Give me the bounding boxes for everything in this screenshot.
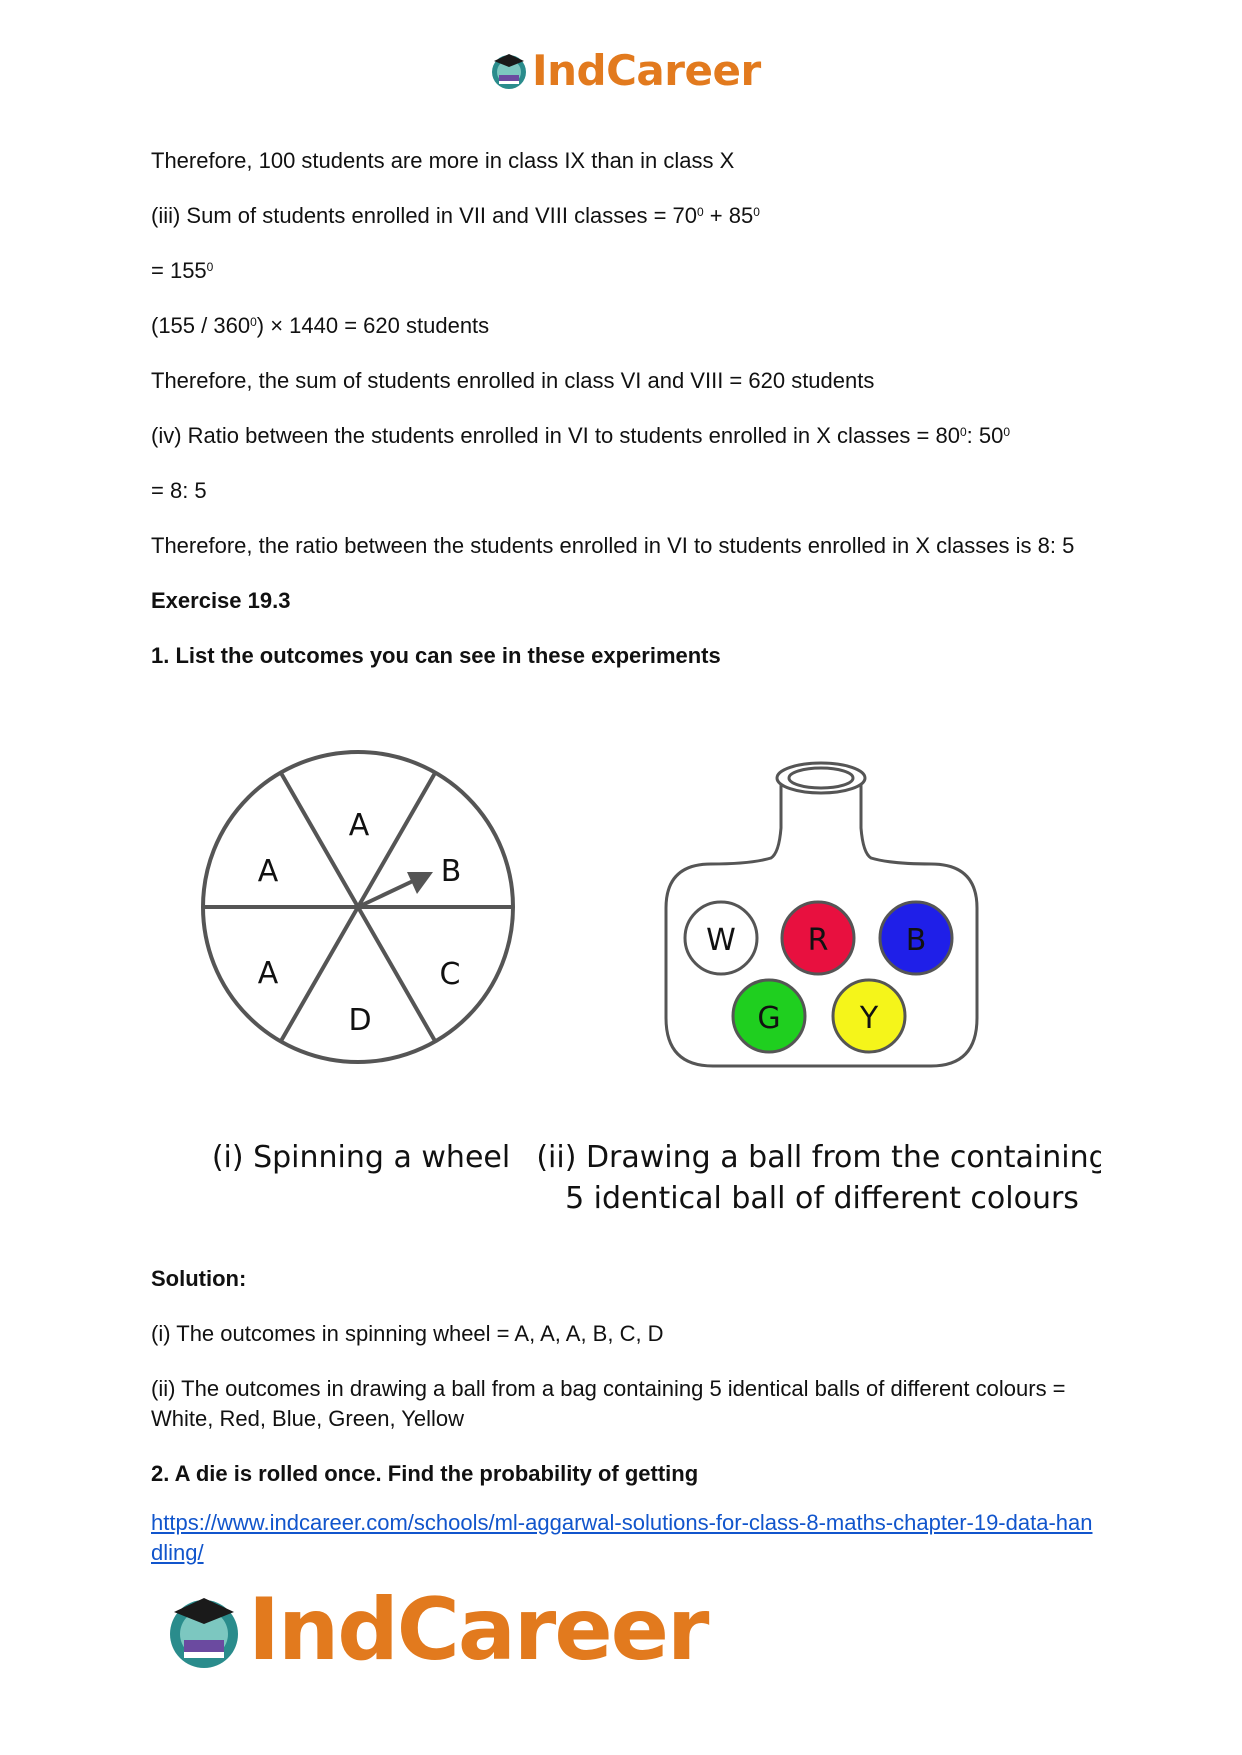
experiment-illustration (151, 748, 1101, 1238)
question-1: 1. List the outcomes you can see in these experiments (151, 643, 721, 668)
footer-logo (162, 1580, 708, 1680)
solution-line-1: (i) The outcomes in spinning wheel = A, A, A, B, C, D (151, 1321, 664, 1346)
experiment-figure (151, 748, 1101, 1238)
line-8: Therefore, the ratio between the students enrolled in VI to students enrolled in X classes is 8: 5 (151, 533, 1075, 558)
wheel-label: D (348, 1003, 372, 1038)
line-2: (iii) Sum of students enrolled in VII and VIII classes = $70^0 + 85^0$ (151, 203, 760, 228)
ball-letter: G (757, 1001, 781, 1036)
solution-heading: Solution: (151, 1266, 247, 1291)
line-5: Therefore, the sum of students enrolled in class VI and VIII = 620 students (151, 368, 875, 393)
ball-letter: R (807, 923, 829, 958)
indcareer-logo-icon (162, 1588, 246, 1672)
spinning-wheel (203, 752, 513, 1062)
solution-section (151, 1264, 1101, 1568)
line-1: Therefore, 100 students are more in class IX than in class X (151, 148, 735, 173)
caption-spinning-wheel: (i) Spinning a wheel (211, 1140, 511, 1175)
wheel-label: B (440, 854, 462, 889)
source-link[interactable]: https://www.indcareer.com/schools/ml-aggarwal-solutions-for-class-8-maths-chapter-19-data-handling/ (151, 1510, 1093, 1565)
caption-drawing-ball-2: 5 identical ball of different colours (565, 1181, 1079, 1216)
logo-wordmark: IndCareer (248, 1580, 708, 1680)
wheel-label: A (348, 808, 370, 843)
line-4: $(155 / 360^0) \times 1440 = 620$ students (151, 313, 490, 338)
ball-letter: W (706, 923, 736, 958)
wheel-label: A (257, 956, 279, 991)
indcareer-logo-icon (488, 49, 530, 91)
line-7: = 8: 5 (151, 478, 207, 503)
page-body (151, 146, 1101, 696)
wheel-label: A (257, 854, 279, 889)
caption-drawing-ball-1: (ii) Drawing a ball from the containing (536, 1140, 1101, 1175)
question-2: 2. A die is rolled once. Find the probability of getting (151, 1461, 699, 1486)
header-logo (488, 40, 761, 100)
line-3: = $155^0$ (151, 258, 214, 283)
exercise-heading: Exercise 19.3 (151, 588, 291, 613)
solution-line-2: (ii) The outcomes in drawing a ball from a bag containing 5 identical balls of different colours = White, Red, Blue, Green, Yellow (151, 1376, 1066, 1431)
wheel-label: C (439, 957, 461, 992)
logo-wordmark: IndCareer (532, 45, 761, 95)
ball-letter: Y (859, 1001, 879, 1036)
ball-letter: B (905, 923, 927, 958)
line-6: (iv) Ratio between the students enrolled in VI to students enrolled in X classes = $80^0$: $50^0$ (151, 423, 1011, 448)
